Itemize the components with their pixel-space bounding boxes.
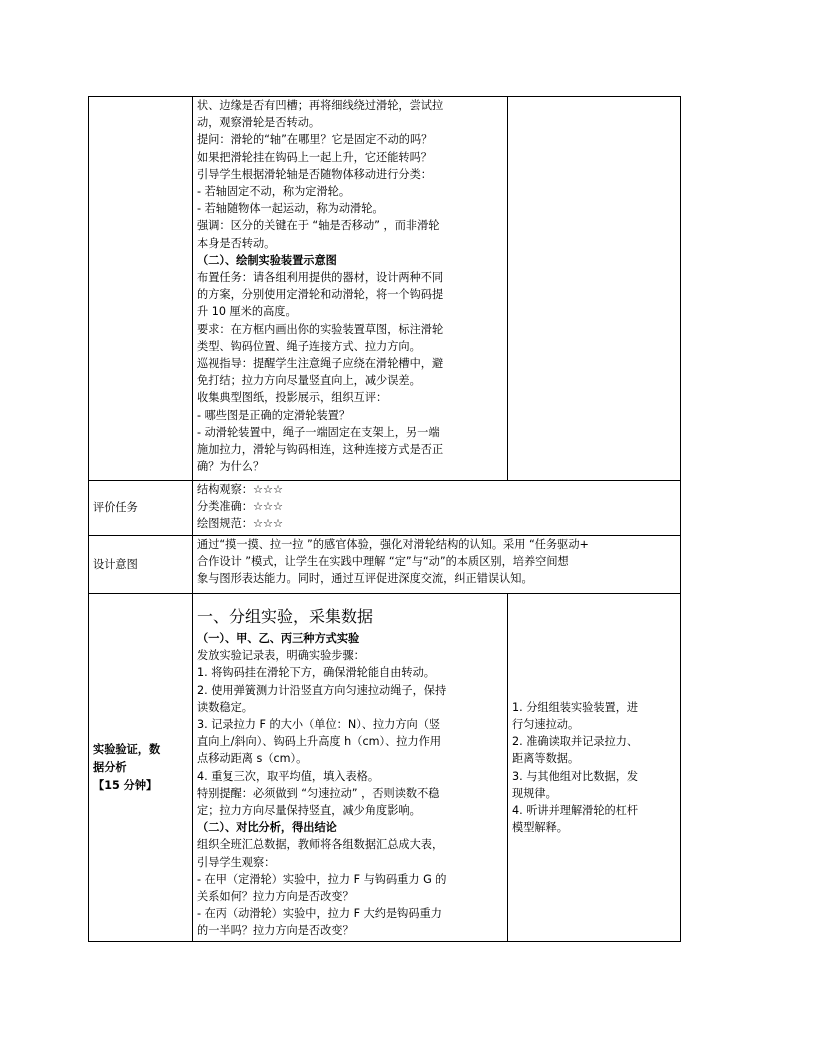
text-line: 特别提醒：必须做到 “匀速拉动” ，否则读数不稳	[197, 786, 440, 800]
text-line: 收集典型图纸，投影展示，组织互评：	[197, 391, 388, 405]
text-line: 4. 听讲并理解滑轮的杠杆	[512, 803, 639, 817]
activity-content-cell	[193, 97, 508, 481]
text-line: 施加拉力，滑轮与钩码相连，这种连接方式是否正	[197, 443, 444, 457]
text-line: 3. 记录拉力 F 的大小（单位：N）、拉力方向（竖	[197, 718, 441, 732]
text-line: 距离等数据。	[512, 752, 580, 766]
text-line: 要求：在方框内画出你的实验装置草图，标注滑轮	[197, 322, 444, 336]
text-line: 2. 使用弹簧测力计沿竖直方向匀速拉动绳子，保持	[197, 683, 447, 697]
rating-line: 绘图规范：☆☆☆	[197, 517, 284, 531]
text-line: - 动滑轮装置中，绳子一端固定在支架上，另一端	[197, 425, 440, 439]
experiment-content-cell	[193, 594, 508, 942]
rating-line: 结构观察：☆☆☆	[197, 483, 284, 496]
text-line: 象与图形表达能力。同时，通过互评促进深度交流，纠正错误认知。	[197, 572, 533, 586]
section-subheading: （一）、甲、乙、丙三种方式实验	[197, 632, 360, 645]
text-line: 行匀速拉动。	[512, 717, 580, 731]
text-line: - 若轴随物体一起运动，称为动滑轮。	[197, 202, 384, 216]
text-line: 免打结；拉力方向尽量竖直向上，减少误差。	[197, 374, 421, 388]
text-line: 合作设计 ”模式，让学生在实践中理解 “定”与“动”的本质区别，培养空间想	[197, 555, 569, 569]
text-line: - 哪些图是正确的定滑轮装置？	[197, 408, 351, 422]
row-label: 评价任务	[89, 481, 193, 536]
student-activity-cell	[508, 594, 681, 942]
text-line: 提问：滑轮的“轴”在哪里？它是固定不动的吗？	[197, 133, 433, 147]
text-line: 类型、钩码位置、绳子连接方式、拉力方向。	[197, 339, 421, 353]
text-line: 1. 将钩码挂在滑轮下方，确保滑轮能自由转动。	[197, 666, 435, 680]
evaluation-row	[89, 481, 681, 536]
text-line: 的一半吗？拉力方向是否改变？	[197, 924, 354, 938]
text-line: 发放实验记录表，明确实验步骤：	[197, 649, 365, 663]
text-line: - 在丙（动滑轮）实验中，拉力 F 大约是钩码重力	[197, 907, 442, 921]
text-line: - 若轴固定不动，称为定滑轮。	[197, 185, 351, 199]
text-line: 组织全班汇总数据，教师将各组数据汇总成大表，	[197, 838, 444, 852]
experiment-row	[89, 594, 681, 942]
text-line: 本身是否转动。	[197, 236, 276, 250]
section-subheading: （二）、对比分析，得出结论	[197, 821, 337, 835]
design-intent-row	[89, 536, 681, 594]
text-line: 强调：区分的关键在于 “轴是否移动” ，而非滑轮	[197, 219, 440, 233]
row-label	[89, 594, 193, 942]
text-line: 点移动距离 s（cm）。	[197, 752, 308, 766]
text-line: 关系如何？拉力方向是否改变？	[197, 890, 354, 904]
activity-row	[89, 97, 681, 481]
text-line: 引导学生观察：	[197, 855, 276, 869]
text-line: 定；拉力方向尽量保持竖直，减少角度影响。	[197, 804, 421, 818]
text-line: 3. 与其他组对比数据，发	[512, 769, 639, 783]
text-line: 直向上/斜向）、钩码上升高度 h（cm）、拉力作用	[197, 735, 442, 749]
section-subheading: （二）、绘制实验装置示意图	[197, 253, 337, 267]
text-line: 现规律。	[512, 786, 557, 800]
text-line: 2. 准确读取并记录拉力、	[512, 735, 639, 749]
text-line: 的方案，分别使用定滑轮和动滑轮，将一个钩码提	[197, 288, 444, 302]
text-line: 模型解释。	[512, 821, 568, 835]
activity-label-cell	[89, 97, 193, 481]
text-line: 1. 分组组装实验装置，进	[512, 700, 639, 714]
text-line: 布置任务：请各组利用提供的器材，设计两种不同	[197, 271, 444, 285]
section-heading: 一、分组实验，采集数据	[197, 607, 374, 626]
evaluation-content-cell	[193, 481, 681, 536]
text-line: 动，观察滑轮是否转动。	[197, 116, 321, 130]
design-intent-content-cell	[193, 536, 681, 594]
text-line: 确？为什么？	[197, 460, 265, 474]
lesson-plan-table	[88, 96, 681, 942]
row-label-line: 【15 分钟】	[93, 778, 158, 792]
text-line: 通过“摸一摸、拉一拉 ”的感官体验，强化对滑轮结构的认知。采用 “任务驱动+	[197, 538, 589, 551]
text-line: 升 10 厘米的高度。	[197, 305, 297, 319]
rating-line: 分类准确：☆☆☆	[197, 500, 284, 514]
text-line: 引导学生根据滑轮轴是否随物体移动进行分类：	[197, 167, 432, 181]
row-label-line: 实验验证，数	[93, 742, 161, 756]
text-line: 读数稳定。	[197, 700, 253, 714]
text-line: - 在甲（定滑轮）实验中，拉力 F 与钩码重力 G 的	[197, 872, 447, 886]
text-line: 巡视指导：提醒学生注意绳子应绕在滑轮槽中，避	[197, 357, 444, 371]
row-label-line: 据分析	[93, 760, 127, 774]
text-line: 如果把滑轮挂在钩码上一起上升，它还能转吗？	[197, 150, 432, 164]
text-line: 4. 重复三次，取平均值，填入表格。	[197, 769, 380, 783]
row-label: 设计意图	[89, 536, 193, 594]
activity-student-cell	[508, 97, 681, 481]
text-line: 状、边缘是否有凹槽；再将细线绕过滑轮，尝试拉	[197, 99, 444, 112]
